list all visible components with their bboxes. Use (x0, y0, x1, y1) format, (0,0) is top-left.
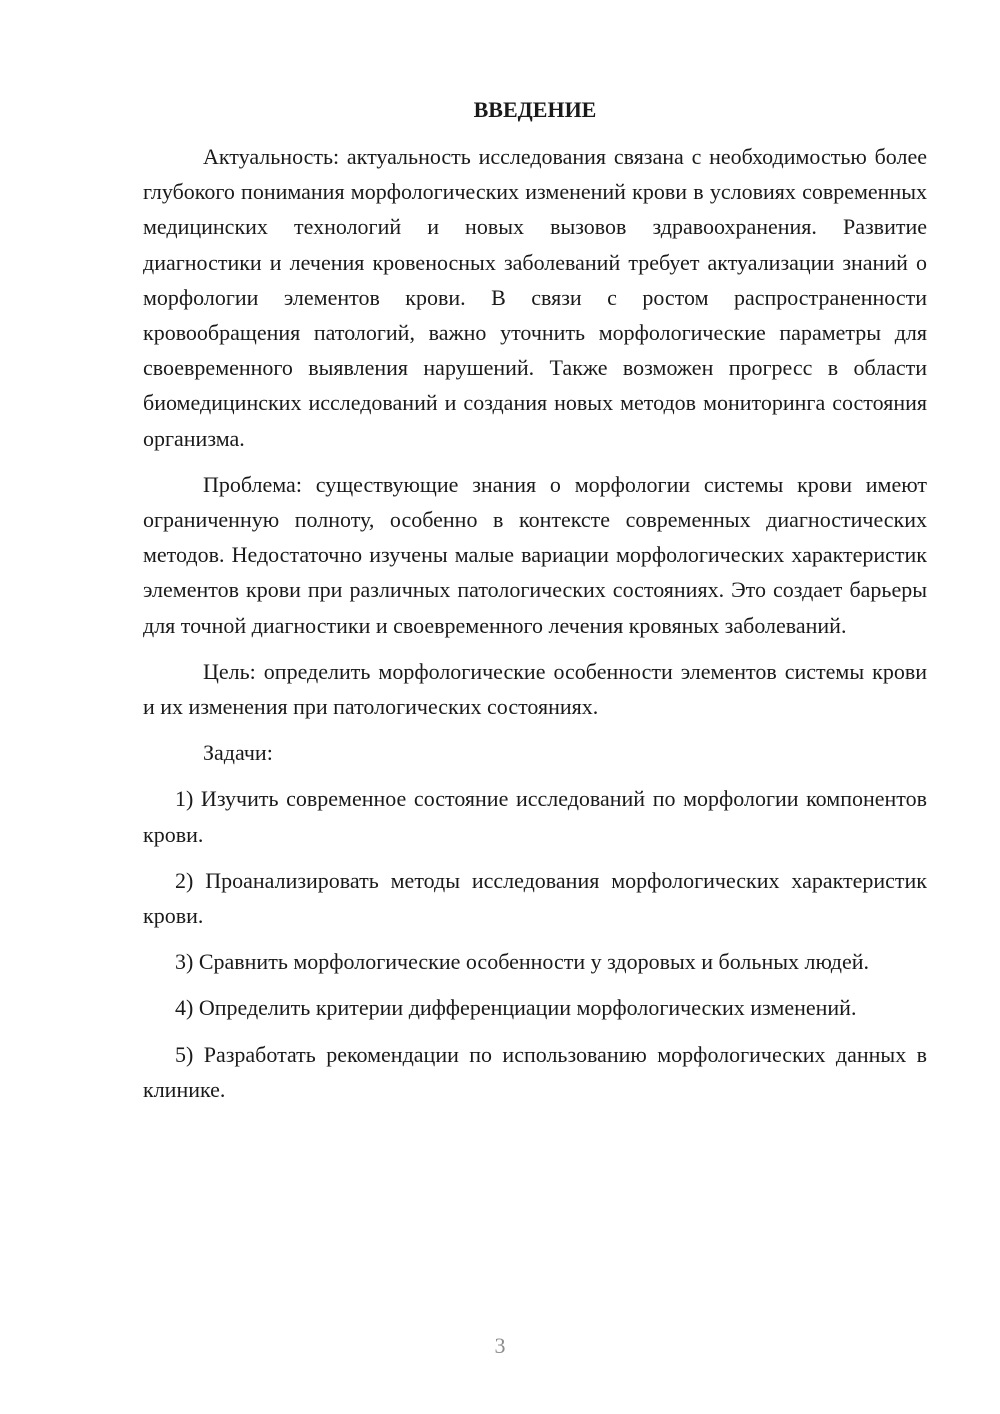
problem-paragraph: Проблема: существующие знания о морфологии системы крови имеют ограниченную полноту, особенно в контексте современных диагностических методов. Недостаточно изучены малые вариации морфологических характеристик элементов крови при различных патологических состояниях. Это создает барьеры для точной диагностики и своевременного лечения кровяных заболеваний. (143, 471, 927, 638)
relevance-paragraph: Актуальность: актуальность исследования связана с необходимостью более глубокого понимания морфологических изменений крови в условиях современных медицинских технологий и новых вызовов здравоохранения. Развитие диагностики и лечения кровеносных заболеваний требует актуализации знаний о морфологии элементов крови. В связи с ростом распространенности кровообращения патологий, важно уточнить морфологические параметры для своевременного выявления нарушений. Также возможен прогресс в области биомедицинских исследований и создания новых методов мониторинга состояния организма. (143, 144, 927, 451)
task-item: 3) Сравнить морфологические особенности у здоровых и больных людей. (175, 949, 870, 975)
tasks-label: Задачи: (203, 740, 273, 766)
page-number: 3 (494, 1333, 506, 1358)
task-item: 4) Определить критерии дифференциации морфологических изменений. (175, 995, 857, 1021)
task-item: 1) Изучить современное состояние исследований по морфологии компонентов крови. (143, 786, 927, 847)
section-title: ВВЕДЕНИЕ (473, 97, 597, 122)
task-item: 5) Разработать рекомендации по использованию морфологических данных в клинике. (143, 1041, 927, 1102)
task-item: 2) Проанализировать методы исследования морфологических характеристик крови. (143, 867, 927, 929)
goal-paragraph: Цель: определить морфологические особенности элементов системы крови и их изменения при патологических состояниях. (143, 658, 927, 720)
document-page (143, 95, 927, 1118)
